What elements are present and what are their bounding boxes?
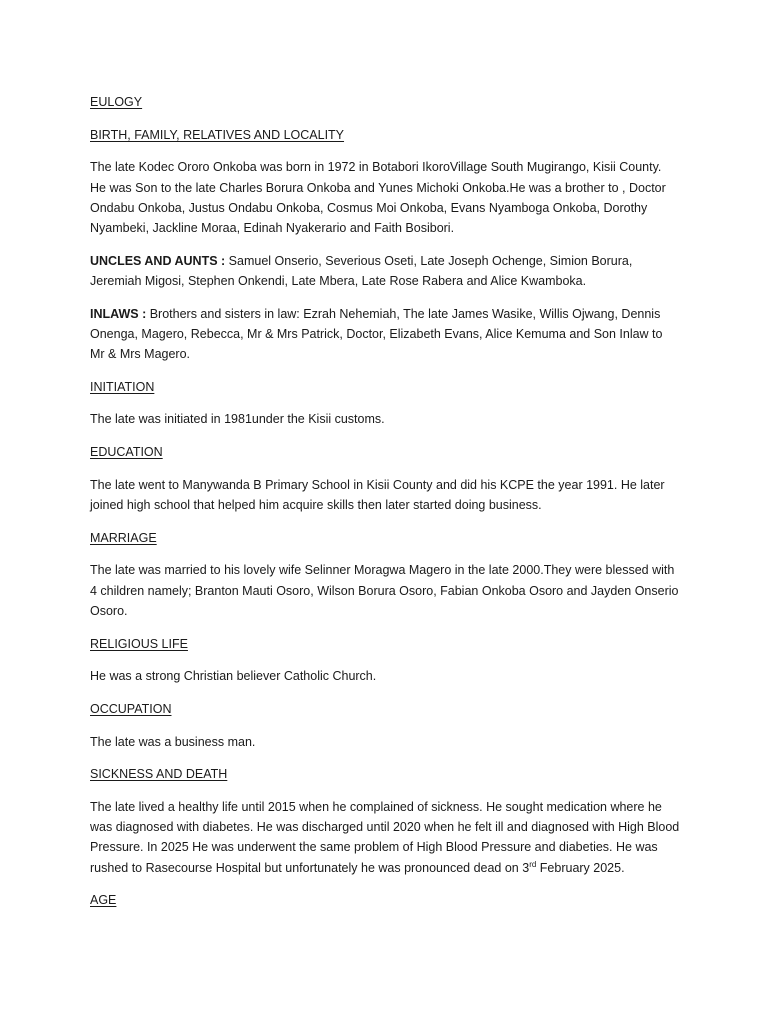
marriage-paragraph: The late was married to his lovely wife Selinner Moragwa Magero in the late 2000.They were blessed with 4 children namely; Branton Mauti Osoro, Wilson Borura Osoro, Fabian Onkoba Osoro and Jayden Onserio Osoro. [90,563,679,618]
inlaws-label: INLAWS : [90,306,147,321]
initiation-paragraph: The late was initiated in 1981under the Kisii customs. [90,412,385,427]
initiation-heading: INITIATION [90,379,155,394]
sickness-heading: SICKNESS AND DEATH [90,767,228,782]
inlaws-paragraph [90,304,680,365]
inlaws-text: Brothers and sisters in law: Ezrah Nehemiah, The late James Wasike, Willis Ojwang, Dennis Onenga, Magero, Rebecca, Mr & Mrs Patrick, Doctor, Elizabeth Evans, Alice Kemuma and Son Inlaw to Mr & Mrs Magero. [90,306,663,362]
sickness-text-before: The late lived a healthy life until 2015 when he complained of sickness. He sought medication where he was diagnosed with diabetes. He was discharged until 2020 when he felt ill and diagnosed with High Blood Pressure. In 2025 He was underwent the same problem of High Blood Pressure and diabeties. He was rushed to Rasecourse Hospital but unfortunately he was pronounced dead on 3 [90,800,680,875]
education-heading: EDUCATION [90,445,163,460]
uncles-text: Samuel Onserio, Severious Oseti, Late Joseph Ochenge, Simion Borura, Jeremiah Migosi, Stephen Onkendi, Late Mbera, Late Rose Rabera and Alice Kwamboka. [90,253,633,288]
birth-heading: BIRTH, FAMILY, RELATIVES AND LOCALITY [90,127,345,142]
religious-heading: RELIGIOUS LIFE [90,636,188,651]
age-heading: AGE [90,893,117,908]
document-title: EULOGY [90,95,143,109]
marriage-heading: MARRIAGE [90,530,157,545]
sickness-text-after: February 2025. [536,860,625,875]
religious-paragraph: He was a strong Christian believer Catholic Church. [90,669,377,684]
birth-paragraph: The late Kodec Ororo Onkoba was born in 1972 in Botabori IkoroVillage South Mugirango, Kisii County. He was Son to the late Charles Borura Onkoba and Yunes Michoki Onkoba.He was a brother to , Doctor Ondabu Onkoba, Justus Ondabu Onkoba, Cosmus Moi Onkoba, Evans Nyamboga Onkoba, Dorothy Nyambeki, Jackline Moraa, Edinah Nyakerario and Faith Bosibori. [90,160,666,236]
education-paragraph: The late went to Manywanda B Primary School in Kisii County and did his KCPE the year 1991. He later joined high school that helped him acquire skills then later started doing business. [90,477,665,513]
date-ordinal-superscript: rd [529,859,537,869]
occupation-heading: OCCUPATION [90,701,172,716]
document-page [90,92,680,923]
sickness-paragraph [90,797,680,878]
uncles-label: UNCLES AND AUNTS : [90,253,226,268]
uncles-paragraph [90,251,680,291]
occupation-paragraph: The late was a business man. [90,734,256,749]
